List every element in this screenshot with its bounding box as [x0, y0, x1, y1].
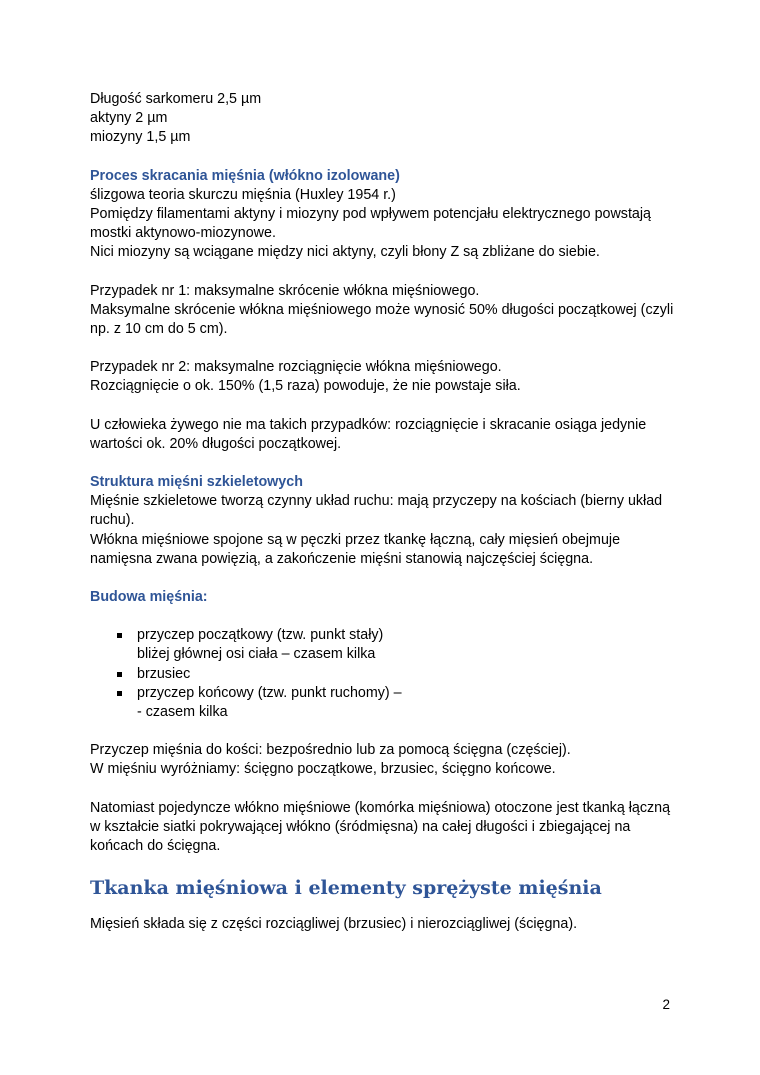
list-item [117, 626, 690, 664]
text-line: Rozciągnięcie o ok. 150% (1,5 raza) powoduje, że nie powstaje siła. [90, 378, 521, 395]
text-line: brzusiec [137, 665, 191, 682]
text-line: Przyczep mięśnia do kości: bezpośrednio lub za pomocą ścięgna (częściej). [90, 742, 571, 759]
paragraph-attachment [90, 741, 690, 779]
text-line: W mięśniu wyróżniamy: ścięgno początkowe, brzusiec, ścięgno końcowe. [90, 761, 556, 778]
page-number: 2 [662, 997, 670, 1012]
text-line: Natomiast pojedyncze włókno mięśniowe (komórka mięśniowa) otoczone jest tkanką łączną [90, 799, 671, 816]
text-line: bliżej głównej osi ciała – czasem kilka [137, 646, 376, 663]
text-line: aktyny 2 µm [90, 110, 168, 127]
text-line: przyczep końcowy (tzw. punkt ruchomy) – [137, 684, 402, 701]
bullet-icon [117, 633, 122, 638]
text-line: Nici miozyny są wciągane między nici aktyny, czyli błony Z są zbliżane do siebie. [90, 244, 600, 261]
paragraph-case-2 [90, 358, 690, 396]
text-line: Pomiędzy filamentami aktyny i miozyny pod wpływem potencjału elektrycznego powstają [90, 206, 652, 223]
chapter-heading: Tkanka mięśniowa i elementy sprężyste mięśnia [90, 877, 602, 900]
text-line: końcach do ścięgna. [90, 838, 221, 855]
intro-paragraph [90, 90, 690, 148]
text-line: Włókna mięśniowe spojone są w pęczki przez tkankę łączną, cały mięsień obejmuje [90, 531, 621, 548]
text-line: Długość sarkomeru 2,5 µm [90, 91, 262, 107]
paragraph-living-human [90, 416, 690, 454]
text-line: wartości ok. 20% długości początkowej. [90, 435, 342, 452]
section-title: Proces skracania mięśnia (włókno izolowane) [90, 167, 400, 184]
section-muscle-build [90, 588, 690, 607]
paragraph-muscle-fiber [90, 799, 690, 857]
section-skeletal-structure [90, 473, 690, 569]
document-page [90, 90, 690, 954]
text-line: Maksymalne skrócenie włókna mięśniowego może wynosić 50% długości początkowej (czyli [90, 301, 674, 318]
text-line: Przypadek nr 1: maksymalne skrócenie włókna mięśniowego. [90, 282, 480, 299]
text-line: np. z 10 cm do 5 cm). [90, 321, 228, 338]
paragraph-case-1 [90, 282, 690, 340]
bullet-icon [117, 672, 122, 677]
bullet-list [90, 626, 690, 722]
list-item [117, 665, 690, 684]
section-contraction [90, 167, 690, 263]
paragraph-muscle-parts [90, 915, 690, 934]
text-line: namięsna zwana powięzią, a zakończenie mięśni stanowią najczęściej ścięgna. [90, 550, 594, 567]
text-line: ślizgowa teoria skurczu mięśnia (Huxley 1954 r.) [90, 186, 396, 203]
text-line: miozyny 1,5 µm [90, 129, 191, 146]
section-title: Struktura mięśni szkieletowych [90, 474, 303, 491]
text-line: Mięsień składa się z części rozciągliwej (brzusiec) i nierozciągliwej (ścięgna). [90, 916, 578, 933]
text-line: Przypadek nr 2: maksymalne rozciągnięcie włókna mięśniowego. [90, 359, 502, 376]
section-title: Budowa mięśnia: [90, 589, 208, 606]
text-line: mostki aktynowo-miozynowe. [90, 225, 276, 242]
list-item [117, 684, 690, 722]
text-line: U człowieka żywego nie ma takich przypadków: rozciągnięcie i skracanie osiąga jedynie [90, 416, 647, 433]
bullet-icon [117, 691, 122, 696]
text-line: Mięśnie szkieletowe tworzą czynny układ ruchu: mają przyczepy na kościach (bierny układ [90, 493, 663, 510]
text-line: - czasem kilka [137, 704, 228, 721]
text-line: w kształcie siatki pokrywającej włókno (śródmięsna) na całej długości i zbiegającej na [90, 818, 631, 835]
text-line: ruchu). [90, 512, 135, 529]
text-line: przyczep początkowy (tzw. punkt stały) [137, 627, 384, 644]
